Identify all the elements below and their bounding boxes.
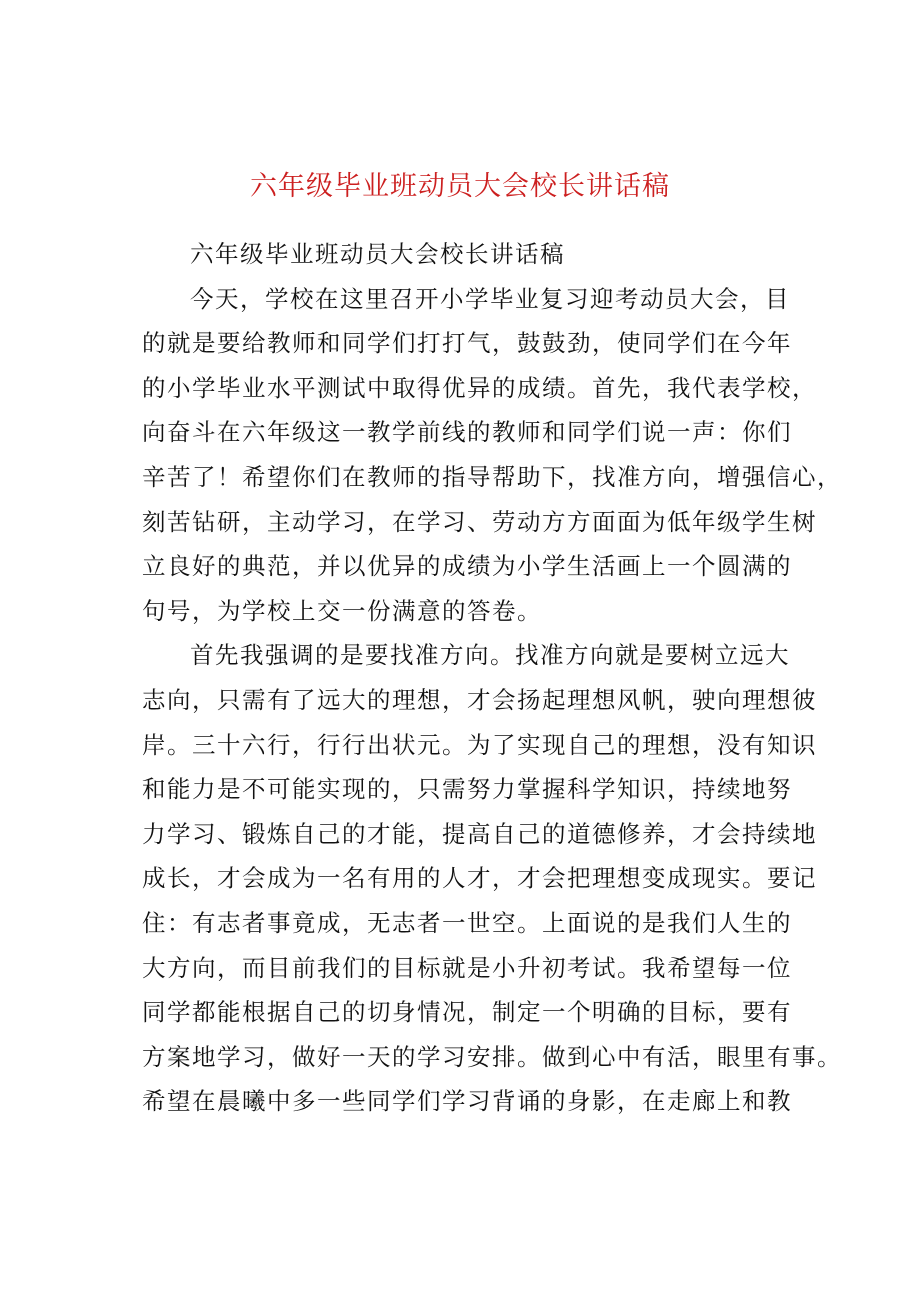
paragraph-2-line-7: 住：有志者事竟成，无志者一世空。上面说的是我们人生的 (142, 908, 792, 937)
paragraph-2-line-8: 大方向，而目前我们的目标就是小升初考试。我希望每一位 (142, 953, 792, 982)
document-body (142, 232, 842, 1124)
paragraph-2-line-5: 力学习、锻炼自己的才能，提高自己的道德修养，才会持续地 (142, 819, 817, 848)
paragraph-1-line-4: 向奋斗在六年级这一教学前线的教师和同学们说一声：你们 (142, 418, 792, 447)
paragraph-2-line-3: 岸。三十六行，行行出状元。为了实现自己的理想，没有知识 (142, 730, 817, 759)
paragraph-1-line-7: 立良好的典范，并以优异的成绩为小学生活画上一个圆满的 (142, 552, 792, 581)
paragraph-2-line-11: 希望在晨曦中多一些同学们学习背诵的身影，在走廊上和教 (142, 1087, 792, 1116)
subtitle-line: 六年级毕业班动员大会校长讲话稿 (190, 240, 565, 268)
paragraph-1-line-2: 的就是要给教师和同学们打打气，鼓鼓劲，使同学们在今年 (142, 329, 792, 358)
paragraph-2-line-10: 方案地学习，做好一天的学习安排。做到心中有活，眼里有事。 (142, 1042, 842, 1071)
document-title: 六年级毕业班动员大会校长讲话稿 (250, 171, 670, 202)
paragraph-1-line-6: 刻苦钻研，主动学习，在学习、劳动方方面面为低年级学生树 (142, 507, 817, 536)
paragraph-2-line-4: 和能力是不可能实现的，只需努力掌握科学知识，持续地努 (142, 775, 792, 804)
paragraph-1-line-5: 辛苦了！希望你们在教师的指导帮助下，找准方向，增强信心， (142, 462, 842, 491)
paragraph-2-line-1: 首先我强调的是要找准方向。找准方向就是要树立远大 (190, 641, 790, 670)
paragraph-1-line-1: 今天，学校在这里召开小学毕业复习迎考动员大会，目 (190, 284, 790, 313)
paragraph-2-line-9: 同学都能根据自己的切身情况，制定一个明确的目标，要有 (142, 998, 792, 1027)
paragraph-2-line-6: 成长，才会成为一名有用的人才，才会把理想变成现实。要记 (142, 864, 817, 893)
paragraph-1-line-3: 的小学毕业水平测试中取得优异的成绩。首先，我代表学校， (142, 373, 817, 402)
paragraph-2-line-2: 志向，只需有了远大的理想，才会扬起理想风帆，驶向理想彼 (142, 685, 817, 714)
paragraph-1-line-8: 句号，为学校上交一份满意的答卷。 (142, 596, 542, 625)
